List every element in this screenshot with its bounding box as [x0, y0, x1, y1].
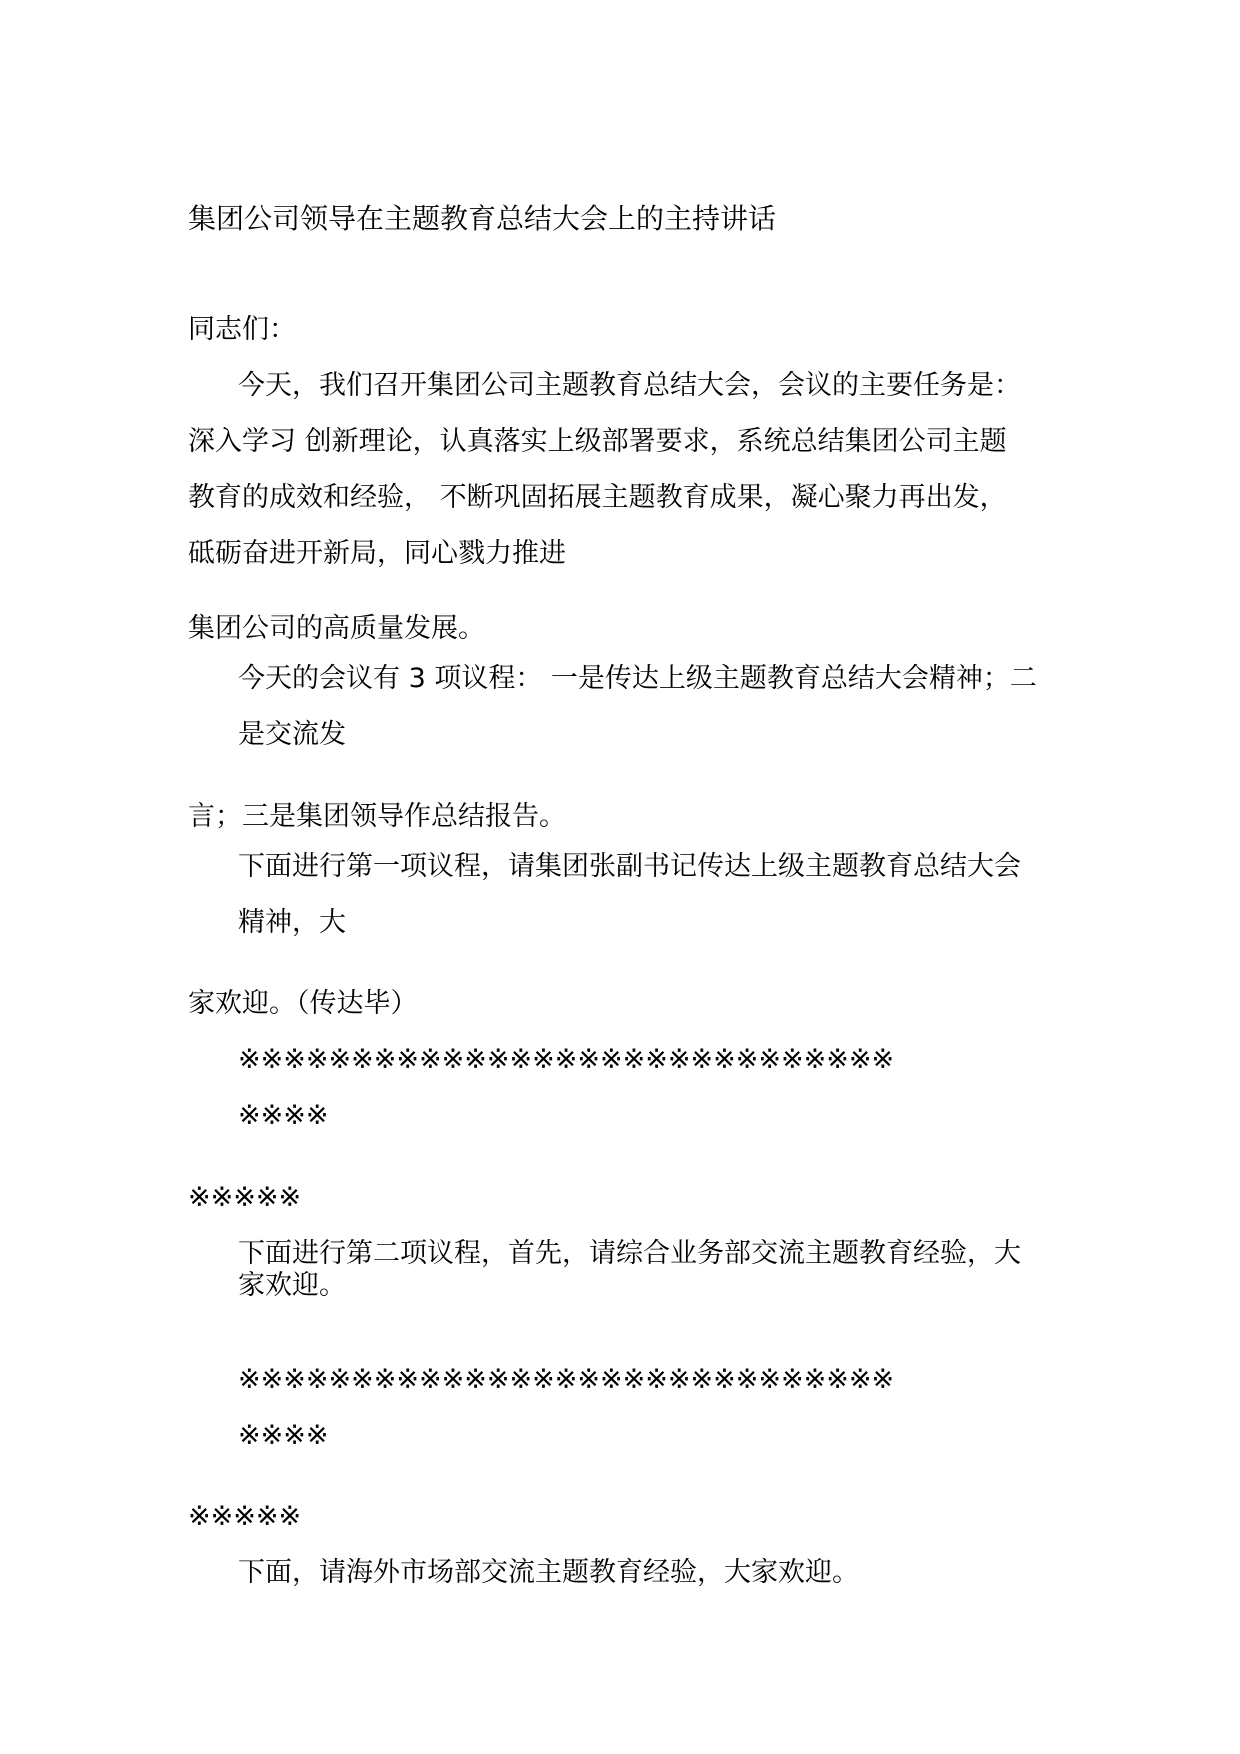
paragraph-line: 家欢迎。（传达毕） — [188, 988, 418, 1019]
separator-line: ※※※※ — [238, 1420, 329, 1451]
paragraph-line: 砥砺奋进开新局，同心戮力推进 — [188, 538, 566, 569]
separator-line: ※※※※※ — [188, 1182, 302, 1213]
paragraph-line: 家欢迎。 — [238, 1270, 346, 1301]
paragraph-line: 深入学习 创新理论，认真落实上级部署要求，系统总结集团公司主题 — [188, 426, 1007, 457]
paragraph-line: 今天的会议有 3 项议程： 一是传达上级主题教育总结大会精神；二 — [238, 663, 1037, 694]
paragraph-line: 言；三是集团领导作总结报告。 — [188, 801, 566, 832]
paragraph-line: 集团公司的高质量发展。 — [188, 613, 485, 644]
separator-line: ※※※※ — [238, 1100, 329, 1131]
separator-line: ※※※※※※※※※※※※※※※※※※※※※※※※※※※※※ — [238, 1364, 895, 1395]
paragraph-line: 教育的成效和经验， 不断巩固拓展主题教育成果，凝心聚力再出发， — [188, 482, 1007, 513]
document-title: 集团公司领导在主题教育总结大会上的主持讲话 — [188, 202, 777, 235]
paragraph-line: 下面进行第二项议程，首先，请综合业务部交流主题教育经验，大 — [238, 1238, 1021, 1269]
salutation: 同志们： — [188, 314, 296, 345]
paragraph-line: 下面，请海外市场部交流主题教育经验，大家欢迎。 — [238, 1557, 859, 1588]
paragraph-line: 是交流发 — [238, 719, 346, 750]
separator-line: ※※※※※※※※※※※※※※※※※※※※※※※※※※※※※ — [238, 1044, 895, 1075]
separator-line: ※※※※※ — [188, 1501, 302, 1532]
paragraph-line: 下面进行第一项议程，请集团张副书记传达上级主题教育总结大会 — [238, 851, 1021, 882]
paragraph-line: 精神，大 — [238, 907, 346, 938]
paragraph-line: 今天，我们召开集团公司主题教育总结大会，会议的主要任务是： — [238, 370, 1021, 401]
